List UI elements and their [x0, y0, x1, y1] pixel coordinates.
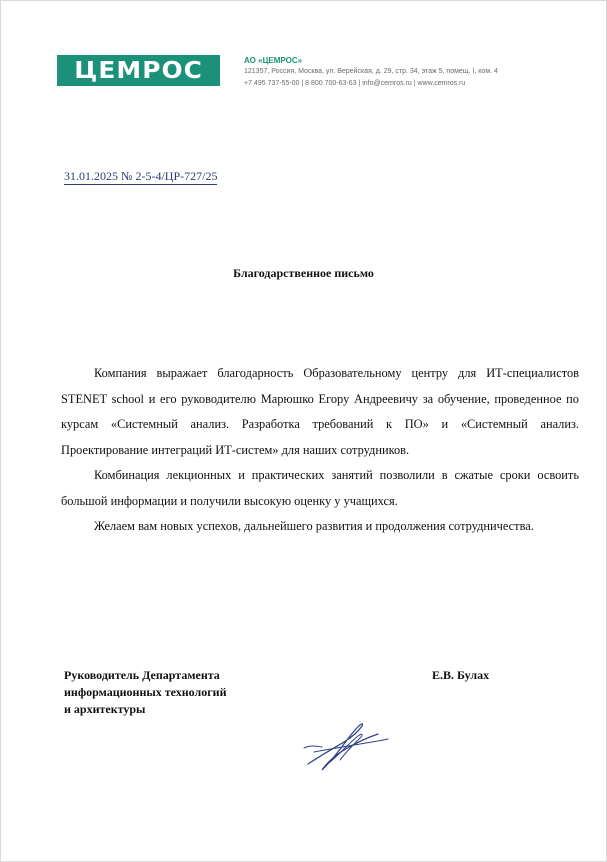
signatory-name: Е.В. Булах [432, 668, 490, 682]
letter-paragraph: Комбинация лекционных и практических занятий позволили в сжатые сроки освоить большой информации и получили высокую оценку у учащихся. [61, 468, 579, 508]
cemros-logo [57, 55, 220, 86]
document-reference: 31.01.2025 № 2-5-4/ЦР-727/25 [64, 169, 218, 183]
company-name: АО «ЦЕМРОС» [244, 56, 303, 65]
position-line: информационных технологий [64, 685, 227, 699]
position-line: и архитектуры [64, 702, 146, 716]
signatory-position [64, 667, 227, 718]
logo-text: ЦЕМРОС [74, 57, 203, 84]
handwritten-signature [300, 712, 390, 774]
letter-paragraph: Желаем вам новых успехов, дальнейшего развития и продолжения сотрудничества. [94, 519, 534, 533]
document-title: Благодарственное письмо [233, 266, 374, 280]
letter-paragraph: Компания выражает благодарность Образовательному центру для ИТ-специалистов STENET school и его руководителю Марюшко Егору Андреевичу за обучение, проведенное по курсам «Системный анализ. Разработка требований к ПО» и «Системный анализ. Проектирование интеграций ИТ-систем» для наших сотрудников. [61, 366, 579, 457]
position-line: Руководитель Департамента [64, 668, 220, 682]
company-contacts: +7 495 737-55-00 | 8 800 700-63-63 | info@cemros.ru | www.cemros.ru [244, 80, 466, 87]
company-address: 121357, Россия, Москва, ул. Верейская, д. 29, стр. 34, этаж 5, помещ. I, ком. 4 [244, 68, 498, 75]
letter-body [61, 361, 579, 540]
company-info [244, 56, 498, 90]
